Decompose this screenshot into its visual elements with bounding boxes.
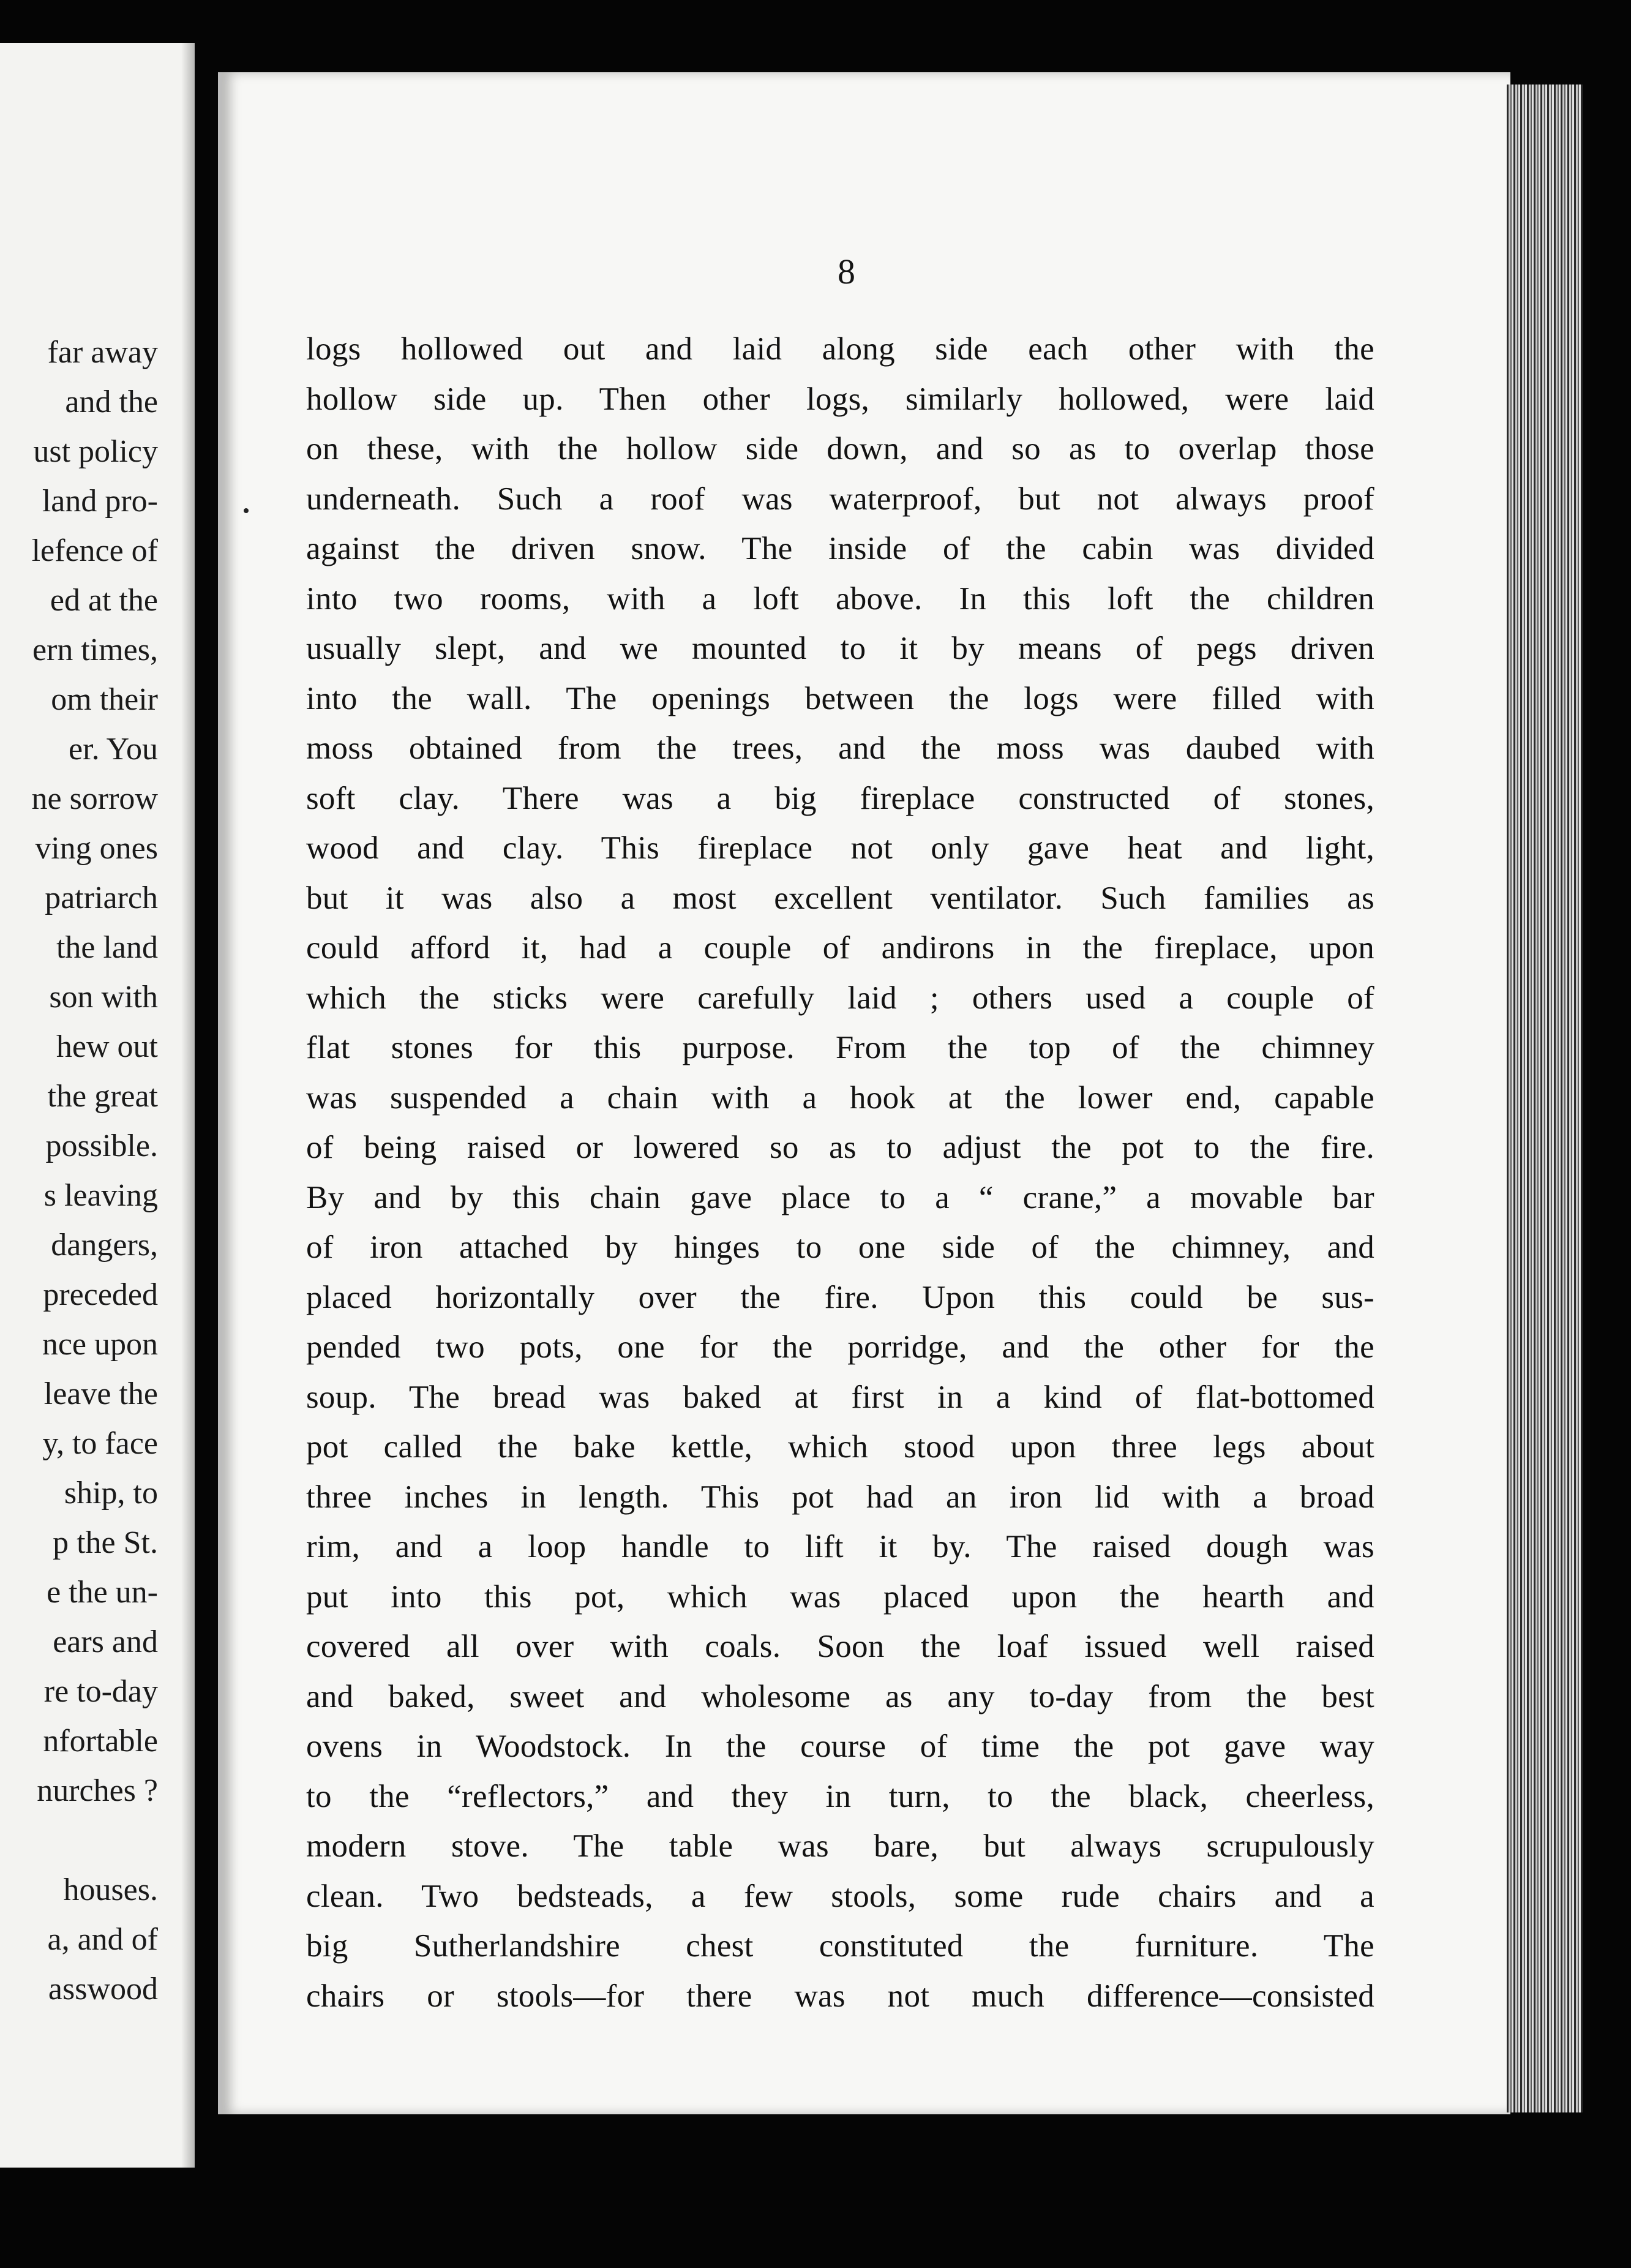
page-number: 8	[838, 252, 855, 291]
left-line: land pro-	[42, 484, 158, 519]
text-line: to the “reflectors,” and they in turn, to the black, cheerless,	[306, 1778, 1374, 1814]
left-line: ears and	[53, 1624, 158, 1659]
text-line: underneath. Such a roof was waterproof, but not always proof	[306, 481, 1374, 517]
text-line: flat stones for this purpose. From the top of the chimney	[306, 1030, 1374, 1065]
left-line: ne sorrow	[31, 781, 158, 816]
text-line: into the wall. The openings between the logs were filled with	[306, 680, 1374, 716]
left-line: e the un-	[47, 1575, 158, 1610]
text-line: pot called the bake kettle, which stood upon three legs about	[306, 1429, 1374, 1465]
left-line: y, to face	[42, 1426, 158, 1461]
text-line: into two rooms, with a loft above. In this loft the children	[306, 580, 1374, 617]
text-line: on these, with the hollow side down, and so as to overlap those	[306, 431, 1374, 467]
left-line: nurches ?	[37, 1773, 158, 1808]
text-line: ovens in Woodstock. In the course of time the pot gave way	[306, 1729, 1374, 1764]
left-line: houses.	[63, 1872, 158, 1907]
text-line: and baked, sweet and wholesome as any to-day from the best	[306, 1678, 1374, 1714]
left-line: asswood	[48, 1972, 158, 2007]
left-line: a, and of	[47, 1922, 158, 1957]
text-line: which the sticks were carefully laid ; others used a couple of	[306, 980, 1374, 1016]
text-line: of being raised or lowered so as to adjust the pot to the fire.	[306, 1130, 1374, 1165]
left-line: preceded	[43, 1277, 158, 1312]
left-line: dangers,	[51, 1228, 158, 1263]
left-line: ship, to	[64, 1476, 158, 1511]
left-line: nce upon	[42, 1327, 158, 1362]
left-line: lefence of	[31, 533, 158, 568]
text-line: By and by this chain gave place to a “ crane,” a movable bar	[306, 1179, 1374, 1215]
left-line: possible.	[45, 1128, 158, 1163]
left-line: ern times,	[32, 633, 158, 667]
text-line: could afford it, had a couple of andirons in the fireplace, upon	[306, 930, 1374, 966]
text-line: soup. The bread was baked at first in a kind of flat-bottomed	[306, 1379, 1374, 1415]
left-line: and the	[65, 385, 158, 419]
text-line: big Sutherlandshire chest constituted the furniture. The	[306, 1928, 1374, 1964]
gutter-shadow	[181, 43, 195, 2168]
text-line: was suspended a chain with a hook at the lower end, capable	[306, 1080, 1374, 1116]
left-line: er. You	[69, 732, 158, 767]
text-line: of iron attached by hinges to one side of the chimney, and	[306, 1230, 1374, 1265]
left-line: s leaving	[43, 1178, 158, 1213]
page-edges	[1507, 84, 1583, 2112]
left-line: re to-day	[43, 1674, 158, 1709]
body-text	[306, 325, 1374, 2021]
text-line: three inches in length. This pot had an iron lid with a broad	[306, 1479, 1374, 1515]
text-line: moss obtained from the trees, and the moss was daubed with	[306, 730, 1374, 766]
stray-mark	[244, 508, 249, 513]
left-line: om their	[51, 682, 158, 717]
left-line: leave the	[43, 1376, 158, 1411]
text-line: soft clay. There was a big fireplace constructed of stones,	[306, 780, 1374, 816]
left-line: patriarch	[45, 881, 158, 915]
left-line: hew out	[56, 1029, 158, 1064]
left-line: far away	[47, 335, 158, 370]
text-line: usually slept, and we mounted to it by means of pegs driven	[306, 631, 1374, 666]
text-line: but it was also a most excellent ventilator. Such families as	[306, 880, 1374, 916]
left-line: ed at the	[50, 583, 158, 618]
left-page-fragment	[0, 43, 195, 2168]
text-line: pended two pots, one for the porridge, and the other for the	[306, 1329, 1374, 1365]
text-line: modern stove. The table was bare, but always scrupulously	[306, 1828, 1374, 1864]
text-line: against the driven snow. The inside of the cabin was divided	[306, 531, 1374, 566]
text-line: hollow side up. Then other logs, similarly hollowed, were laid	[306, 381, 1374, 417]
left-line: the great	[47, 1079, 158, 1114]
left-line: the land	[56, 930, 158, 965]
text-line: wood and clay. This fireplace not only gave heat and light,	[306, 830, 1374, 866]
text-line: put into this pot, which was placed upon the hearth and	[306, 1579, 1374, 1615]
text-line: clean. Two bedsteads, a few stools, some rude chairs and a	[306, 1878, 1374, 1914]
text-line: rim, and a loop handle to lift it by. The raised dough was	[306, 1529, 1374, 1564]
left-line: ust policy	[33, 434, 158, 469]
left-line: p the St.	[53, 1525, 158, 1560]
text-line: chairs or stools—for there was not much difference—consisted	[306, 1978, 1374, 2014]
text-line: placed horizontally over the fire. Upon this could be sus-	[306, 1279, 1374, 1315]
text-line: logs hollowed out and laid along side each other with the	[306, 331, 1374, 367]
left-line: son with	[49, 980, 158, 1015]
left-line: nfortable	[43, 1724, 158, 1759]
text-line: covered all over with coals. Soon the loaf issued well raised	[306, 1629, 1374, 1664]
left-line: ving ones	[35, 831, 158, 866]
